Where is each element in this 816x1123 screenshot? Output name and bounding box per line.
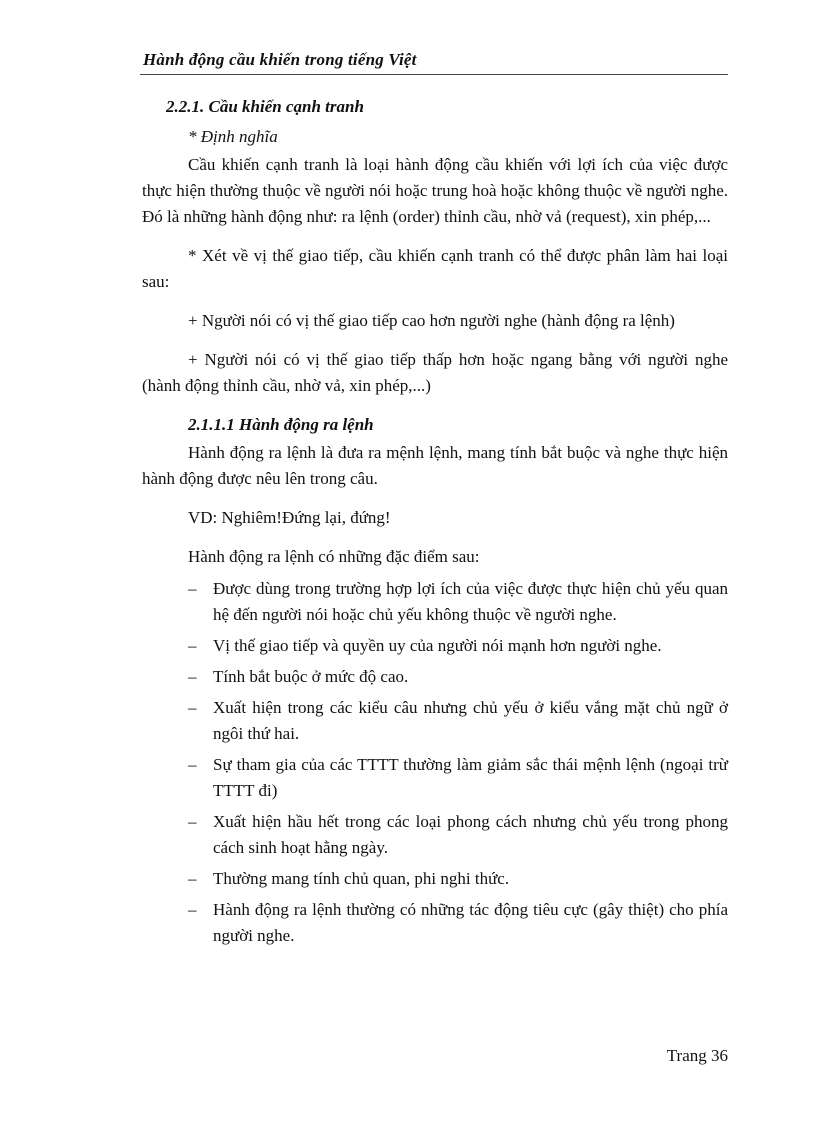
dash-bullet: – <box>188 869 197 888</box>
features-intro: Hành động ra lệnh có những đặc điểm sau: <box>188 547 480 566</box>
list-item-text: Được dùng trong trường hợp lợi ích của việc được thực hiện chủ yếu quan hệ đến người nói hoặc chủ yếu không thuộc về người nghe. <box>213 579 728 624</box>
definition-paragraph: Cầu khiến cạnh tranh là loại hành động cầu khiến với lợi ích của việc được thực hiện thường thuộc về người nói hoặc trung hoà hoặc không thuộc về người nghe. Đó là những hành động như: ra lệnh (order) thỉnh cầu, nhờ vả (request), xin phép,... <box>142 155 728 226</box>
list-item-text: Thường mang tính chủ quan, phi nghi thức. <box>213 869 510 888</box>
list-item <box>142 576 728 628</box>
list-item <box>142 897 728 949</box>
list-item <box>142 695 728 747</box>
dash-bullet: – <box>188 900 197 919</box>
header-divider <box>140 74 728 75</box>
list-item-text: Xuất hiện hầu hết trong các loại phong cách nhưng chủ yếu trong phong cách sinh hoạt hằng ngày. <box>213 812 728 857</box>
order-definition-paragraph: Hành động ra lệnh là đưa ra mệnh lệnh, mang tính bắt buộc và nghe thực hiện hành động được nêu lên trong câu. <box>142 443 728 488</box>
dash-bullet: – <box>188 579 197 598</box>
running-header: Hành động cầu khiến trong tiếng Việt <box>143 50 417 69</box>
classification-intro: * Xét về vị thế giao tiếp, cầu khiến cạnh tranh có thể được phân làm hai loại sau: <box>142 246 728 291</box>
dash-bullet: – <box>188 812 197 831</box>
type-2-paragraph: + Người nói có vị thế giao tiếp thấp hơn hoặc ngang bằng với người nghe (hành động thỉnh cầu, nhờ vả, xin phép,...) <box>142 350 728 395</box>
dash-bullet: – <box>188 755 197 774</box>
list-item-text: Tính bắt buộc ở mức độ cao. <box>213 667 409 686</box>
list-item <box>142 664 728 690</box>
dash-bullet: – <box>188 698 197 717</box>
dash-bullet: – <box>188 667 197 686</box>
features-list <box>142 576 728 949</box>
list-item <box>142 752 728 804</box>
list-item-text: Sự tham gia của các TTTT thường làm giảm sắc thái mệnh lệnh (ngoại trừ TTTT đi) <box>213 755 728 800</box>
list-item-text: Vị thế giao tiếp và quyền uy của người nói mạnh hơn người nghe. <box>213 636 662 655</box>
list-item <box>142 633 728 659</box>
list-item <box>142 809 728 861</box>
section-heading: 2.2.1. Cầu khiến cạnh tranh <box>166 97 364 116</box>
list-item <box>142 866 728 892</box>
definition-label: * Định nghĩa <box>188 127 278 146</box>
list-item-text: Xuất hiện trong các kiểu câu nhưng chủ yếu ở kiểu vắng mặt chủ ngữ ở ngôi thứ hai. <box>213 698 728 743</box>
page-content <box>142 94 728 954</box>
type-1-paragraph: + Người nói có vị thế giao tiếp cao hơn người nghe (hành động ra lệnh) <box>188 311 675 330</box>
dash-bullet: – <box>188 636 197 655</box>
page-number: Trang 36 <box>666 1046 728 1065</box>
subsection-heading: 2.1.1.1 Hành động ra lệnh <box>188 415 374 434</box>
list-item-text: Hành động ra lệnh thường có những tác động tiêu cực (gây thiệt) cho phía người nghe. <box>213 900 728 945</box>
example-line: VD: Nghiêm!Đứng lại, đứng! <box>188 508 391 527</box>
